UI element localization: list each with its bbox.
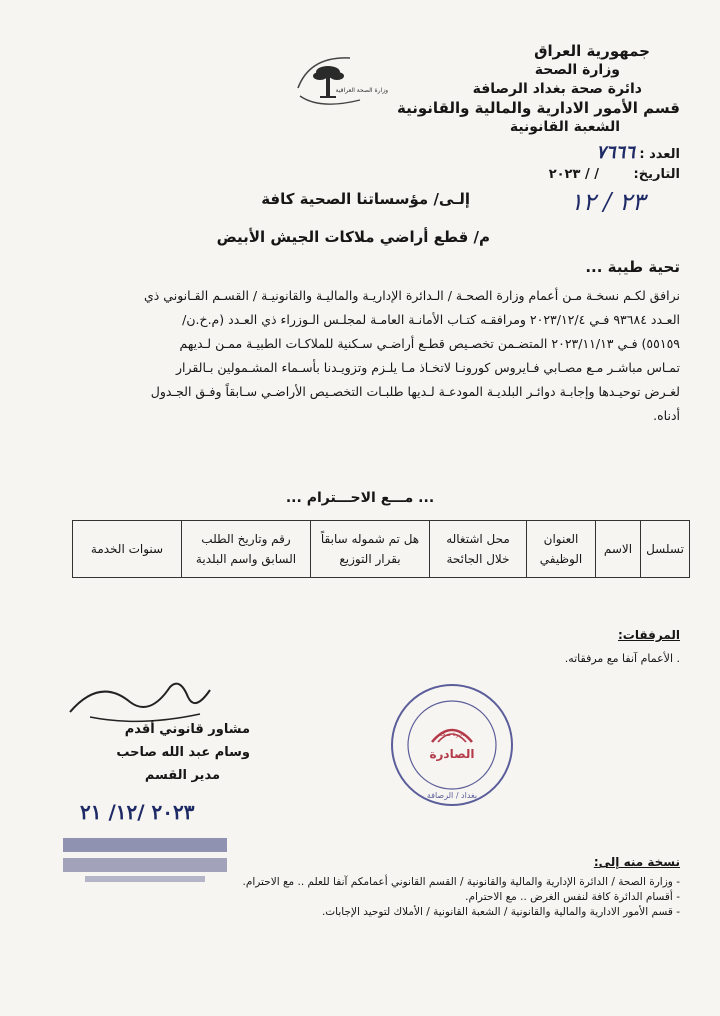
table-header-cell: الاسم <box>596 521 641 578</box>
letterhead-line: قسم الأمور الادارية والمالية والقانونية <box>397 99 680 117</box>
closing: ... مـــع الاحـــترام ... <box>285 490 435 506</box>
handwritten-date: ٢٣ / ١٢ <box>570 188 645 216</box>
letterhead-line: جمهورية العراق <box>534 42 650 60</box>
logo-caption: وزارة الصحة العراقية <box>335 87 388 94</box>
reference-block <box>460 143 680 185</box>
letterhead-line: الشعبة القانونية <box>509 119 620 135</box>
letter-body <box>40 284 680 428</box>
body-line: نرافق لكـم نسخـة مـن أعمام وزارة الصحـة / الـدائرة الإداريـة والماليـة والقانونيـة / القسـم القـانوني ذي <box>143 288 680 303</box>
table-header-cell: هل تم شموله سابقاً بقرار التوزيع <box>311 521 430 578</box>
letterhead-line: دائرة صحة بغداد الرصافة <box>472 81 642 97</box>
copy-item: - قسم الأمور الادارية والمالية والقانونية / الشعبة القانونية / الأملاك لتوحيد الإجابات. <box>321 906 680 918</box>
copy-item: - وزارة الصحة / الدائرة الإدارية والمالية والقانونية / القسم القانوني أعمامكم آنفا للعلم .. مع الاحترام. <box>242 876 680 888</box>
body-line: العـدد ٩٣٦٨٤ فـي ٢٠٢٣/١٢/٤ ومرافقـه كتـاب الأمانـة العامـة لمجلـس الـوزراء ذي العـدد (م.خ.ن/ <box>182 312 680 327</box>
copies-title: نسخة منه إلى: <box>593 855 680 869</box>
stamp-top-text: دائرة صحة <box>438 731 466 738</box>
addressee: إلـى/ مؤسساتنا الصحية كافة <box>261 190 470 208</box>
signatory-name: وسام عبد الله صاحب <box>116 745 250 760</box>
ministry-logo <box>290 48 400 118</box>
table-header-cell: العنوان الوظيفي <box>527 521 596 578</box>
table-header-cell: محل اشتغاله خلال الجائحة <box>430 521 527 578</box>
attachments-title: المرفقات: <box>618 628 680 642</box>
handwritten-number: ٧٦٦٦ <box>596 142 635 163</box>
signature-date: ٢٠٢٣ /١٢/ ٢١ <box>80 800 195 824</box>
stamp-center-text: الصادرة <box>429 747 475 761</box>
nominees-table <box>72 520 690 578</box>
signatory-position: مدير القسم <box>144 768 220 783</box>
table-header-row <box>73 521 690 578</box>
copy-item: - أقسام الدائرة كافة لنفس الغرض .. مع الاحترام. <box>465 891 680 903</box>
copies-list <box>80 875 680 920</box>
signatory-title: مشاور قانوني أقدم <box>124 722 250 737</box>
body-line: لغـرض توحيـدها وإجابـة دوائـر البلديـة المودعـة لـديها طلبـات التخصـيص الأراضـي سـابقاً وفـق الجـدول <box>150 384 680 399</box>
table-header-cell: رقم وتاريخ الطلب السابق واسم البلدية <box>182 521 311 578</box>
table-header-cell: سنوات الخدمة <box>73 521 182 578</box>
body-line: أدناه. <box>653 408 680 423</box>
table-header-cell: تسلسل <box>641 521 690 578</box>
subject: م/ قطع أراضي ملاكات الجيش الأبيض <box>216 228 490 246</box>
signatory-block <box>50 718 250 787</box>
outgoing-stamp <box>380 680 525 810</box>
number-label: العدد : <box>639 147 680 162</box>
body-line: تمـاس مباشـر مـع مصـابي فـايروس كورونـا لاتخـاذ مـا يلـزم وتزويـدنا بأسـماء المشـمولين بـالقرار <box>175 360 680 375</box>
date-label: التاريخ: <box>633 167 680 182</box>
greeting: تحية طيبة ... <box>585 258 680 276</box>
letterhead-line: وزارة الصحة <box>534 62 620 78</box>
date-value: / / ٢٠٢٣ <box>548 167 599 182</box>
body-line: ٥٥١٥٩) فـي ٢٠٢٣/١١/١٣ المتضـمن تخصـيص قطـع أراضـي سـكنية للملاكـات الطبيـة ممـن لـديهم <box>179 336 680 351</box>
attachment-item: . الأعمام آنفا مع مرفقاته. <box>564 652 680 665</box>
stamp-ring-text: بغداد / الرصافة <box>426 791 478 800</box>
